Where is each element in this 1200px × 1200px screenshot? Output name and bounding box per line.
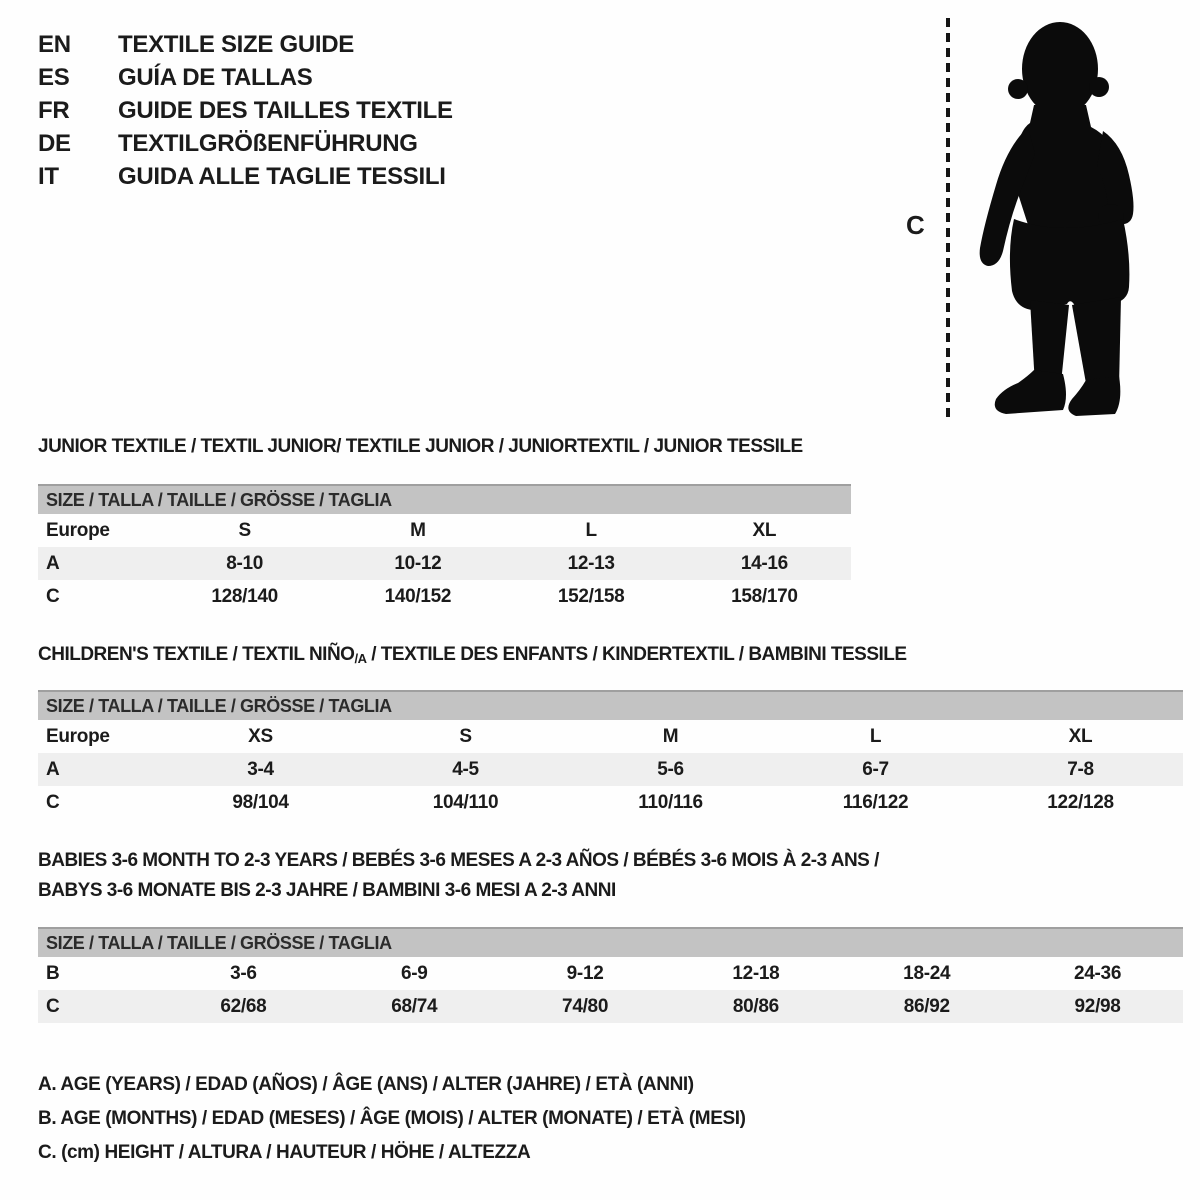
row-label: B <box>46 962 60 984</box>
height-cell: 92/98 <box>1074 995 1121 1017</box>
height-cell: 122/128 <box>1047 791 1114 813</box>
children-heading-rest: / TEXTILE DES ENFANTS / KINDERTEXTIL / BAMBINI TESSILE <box>366 644 907 665</box>
height-cell: 128/140 <box>211 585 278 607</box>
guide-title-it: GUIDA ALLE TAGLIE TESSILI <box>118 162 446 190</box>
height-cell: 140/152 <box>384 585 452 607</box>
legend-height-cm: C. (cm) HEIGHT / ALTURA / HAUTEUR / HÖHE / ALTEZZA <box>38 1142 531 1163</box>
babies-row-height <box>38 990 1183 1023</box>
size-cell: L <box>869 725 882 747</box>
size-cell: XL <box>752 519 777 541</box>
junior-section-heading: JUNIOR TEXTILE / TEXTIL JUNIOR/ TEXTILE JUNIOR / JUNIORTEXTIL / JUNIOR TESSILE <box>38 436 803 457</box>
measurement-legend <box>38 1068 746 1170</box>
babies-size-table <box>38 927 1183 1023</box>
row-label: C <box>46 995 60 1017</box>
junior-row-europe <box>38 514 851 547</box>
babies-row-months <box>38 957 1183 990</box>
months-cell: 18-24 <box>903 962 951 984</box>
children-table-size-header: SIZE / TALLA / TAILLE / GRÖSSE / TAGLIA <box>38 690 1183 720</box>
language-row-de <box>38 127 453 160</box>
size-cell: S <box>459 725 472 747</box>
children-row-age <box>38 753 1183 786</box>
children-heading-sub: /A <box>354 651 367 666</box>
age-cell: 14-16 <box>740 552 788 574</box>
height-cell: 98/104 <box>232 791 289 813</box>
children-size-table <box>38 690 1183 819</box>
height-measure-dashed-line <box>946 18 950 418</box>
height-cell: 74/80 <box>562 995 609 1017</box>
children-heading-main: CHILDREN'S TEXTILE / TEXTIL NIÑO <box>38 644 355 665</box>
size-cell: XS <box>248 725 273 747</box>
legend-age-years: A. AGE (YEARS) / EDAD (AÑOS) / ÂGE (ANS) / ALTER (JAHRE) / ETÀ (ANNI) <box>38 1074 694 1095</box>
language-title-block <box>38 28 453 193</box>
size-cell: S <box>238 519 251 541</box>
row-label: C <box>46 791 60 813</box>
size-cell: M <box>410 519 426 541</box>
height-measure-label: C <box>906 210 925 240</box>
height-cell: 152/158 <box>557 585 625 607</box>
months-cell: 12-18 <box>732 962 780 984</box>
age-cell: 6-7 <box>862 758 889 780</box>
toddler-silhouette-icon <box>972 15 1144 427</box>
age-cell: 7-8 <box>1067 758 1094 780</box>
height-cell: 104/110 <box>432 791 499 813</box>
language-code: EN <box>38 30 71 58</box>
height-cell: 62/68 <box>220 995 267 1017</box>
guide-title-es: GUÍA DE TALLAS <box>118 63 313 91</box>
months-cell: 9-12 <box>566 962 604 984</box>
age-cell: 8-10 <box>226 552 264 574</box>
legend-age-months: B. AGE (MONTHS) / EDAD (MESES) / ÂGE (MOIS) / ALTER (MONATE) / ETÀ (MESI) <box>38 1108 746 1129</box>
language-row-en <box>38 28 453 61</box>
language-code: ES <box>38 63 70 91</box>
height-cell: 158/170 <box>731 585 798 607</box>
junior-row-height <box>38 580 851 613</box>
age-cell: 3-4 <box>247 758 274 780</box>
children-row-europe <box>38 720 1183 753</box>
language-code: IT <box>38 162 59 190</box>
junior-table-size-header: SIZE / TALLA / TAILLE / GRÖSSE / TAGLIA <box>38 484 851 514</box>
toddler-figure <box>890 10 1160 430</box>
babies-table-size-header: SIZE / TALLA / TAILLE / GRÖSSE / TAGLIA <box>38 927 1183 957</box>
height-cell: 116/122 <box>842 791 909 813</box>
size-cell: XL <box>1068 725 1093 747</box>
language-row-es <box>38 61 453 94</box>
height-cell: 68/74 <box>391 995 438 1017</box>
size-cell: L <box>585 519 597 541</box>
age-cell: 4-5 <box>452 758 479 780</box>
months-cell: 6-9 <box>400 962 428 984</box>
height-cell: 86/92 <box>903 995 950 1017</box>
row-label: A <box>46 552 60 574</box>
height-cell: 80/86 <box>732 995 779 1017</box>
months-cell: 24-36 <box>1074 962 1122 984</box>
row-label: A <box>46 758 60 780</box>
size-cell: M <box>662 725 679 747</box>
language-row-fr <box>38 94 453 127</box>
babies-section-heading-line1: BABIES 3-6 MONTH TO 2-3 YEARS / BEBÉS 3-6 MESES A 2-3 AÑOS / BÉBÉS 3-6 MOIS À 2-3 ANS / <box>38 850 879 871</box>
junior-row-age <box>38 547 851 580</box>
language-row-it <box>38 160 453 193</box>
age-cell: 5-6 <box>657 758 684 780</box>
guide-title-fr: GUIDE DES TAILLES TEXTILE <box>118 96 453 124</box>
language-code: FR <box>38 96 70 124</box>
months-cell: 3-6 <box>230 962 257 984</box>
age-cell: 12-13 <box>567 552 615 574</box>
row-label: C <box>46 585 60 607</box>
guide-title-de: TEXTILGRÖßENFÜHRUNG <box>118 129 418 157</box>
babies-section-heading-line2: BABYS 3-6 MONATE BIS 2-3 JAHRE / BAMBINI 3-6 MESI A 2-3 ANNI <box>38 880 616 901</box>
junior-size-table <box>38 484 851 613</box>
height-cell: 110/116 <box>638 791 703 813</box>
row-label: Europe <box>46 725 110 747</box>
row-label: Europe <box>46 519 110 541</box>
children-row-height <box>38 786 1183 819</box>
language-code: DE <box>38 129 71 157</box>
guide-title-en: TEXTILE SIZE GUIDE <box>118 30 354 58</box>
children-section-heading <box>38 644 907 666</box>
age-cell: 10-12 <box>394 552 442 574</box>
